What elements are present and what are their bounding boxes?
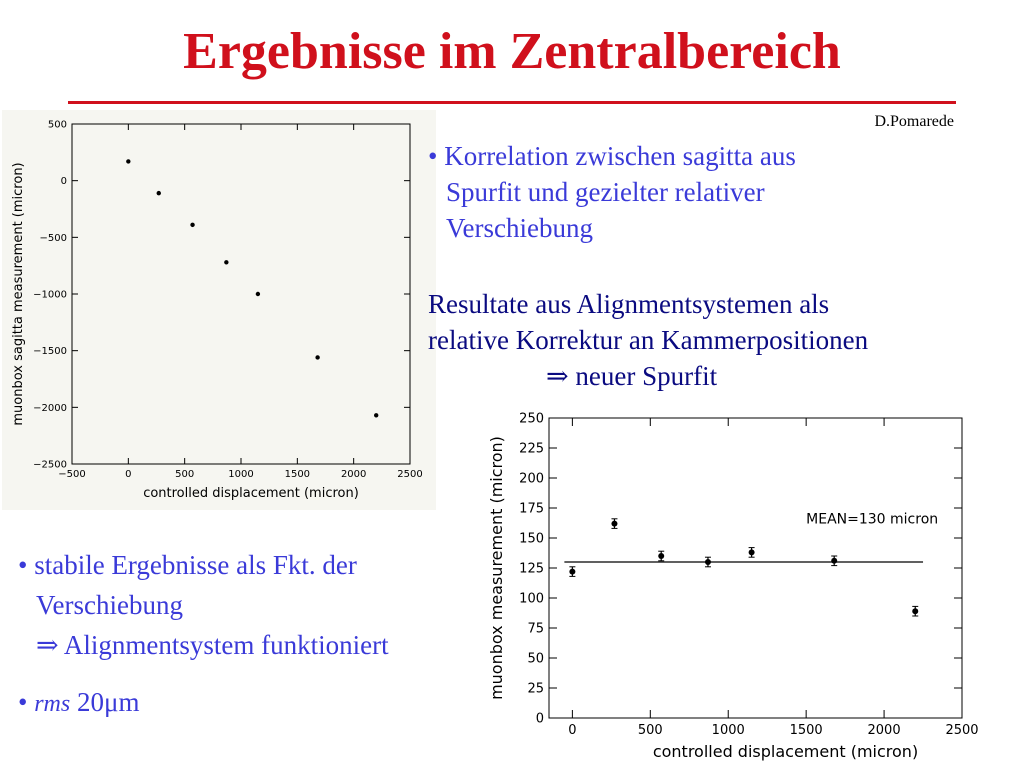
data-point <box>315 355 319 359</box>
title-underline <box>68 101 956 104</box>
x-tick-label: 1000 <box>711 723 745 738</box>
x-tick-label: 1000 <box>228 469 254 480</box>
data-point <box>256 292 260 296</box>
author-credit: D.Pomarede <box>874 113 954 130</box>
data-point <box>658 553 664 559</box>
y-tick-label: 175 <box>519 501 544 517</box>
x-tick-label: 2000 <box>340 469 367 480</box>
new-trackfit-conclusion: ⇒ neuer Spurfit <box>546 361 718 391</box>
data-point <box>374 413 378 417</box>
y-tick-label: 250 <box>519 411 544 427</box>
bullet-stability <box>18 545 389 665</box>
data-point <box>569 569 575 575</box>
y-tick-label: 50 <box>527 651 544 667</box>
x-axis-label: controlled displacement (micron) <box>143 486 359 501</box>
x-tick-label: 2500 <box>397 469 423 480</box>
y-tick-label: 500 <box>47 119 67 131</box>
y-tick-label: −2500 <box>33 459 67 471</box>
x-tick-label: 500 <box>175 469 195 480</box>
data-point <box>705 559 711 565</box>
data-point <box>190 223 194 227</box>
x-tick-label: 0 <box>568 723 577 738</box>
y-tick-label: −1000 <box>33 289 67 301</box>
rms-value: 20μm <box>76 687 140 717</box>
y-tick-label: 0 <box>535 711 544 727</box>
y-tick-label: 225 <box>519 441 544 457</box>
data-point <box>912 608 918 614</box>
y-tick-label: −2000 <box>33 402 67 414</box>
bullet-stability-conclusion: ⇒ Alignmentsystem funktioniert <box>36 630 389 660</box>
bullet-stability-line1: • stabile Ergebnisse als Fkt. der <box>18 550 357 580</box>
alignment-results-line2: relative Korrektur an Kammerpositionen <box>428 325 869 355</box>
bullet-stability-line2: Verschiebung <box>36 590 183 620</box>
y-tick-label: 25 <box>527 681 544 697</box>
x-tick-label: 0 <box>125 469 132 480</box>
x-tick-label: −500 <box>58 469 86 480</box>
data-point <box>224 260 228 264</box>
y-axis-label: muonbox sagitta measurement (micron) <box>11 162 26 426</box>
data-point <box>611 521 617 527</box>
y-tick-label: 100 <box>519 591 544 607</box>
bullet-correlation-line2: Spurfit und gezielter relativer <box>446 177 765 207</box>
x-tick-label: 1500 <box>789 723 823 738</box>
bullet-rms-marker: • <box>18 687 28 717</box>
data-point <box>157 191 161 195</box>
x-tick-label: 1500 <box>284 469 311 480</box>
y-tick-label: 0 <box>60 176 67 188</box>
y-tick-label: −1500 <box>33 346 67 358</box>
data-point <box>126 159 130 163</box>
y-tick-label: 125 <box>519 561 544 577</box>
alignment-measurement-chart <box>484 406 988 768</box>
x-axis-label: controlled displacement (micron) <box>652 742 919 761</box>
slide-title: Ergebnisse im Zentralbereich <box>183 23 841 80</box>
plot-frame <box>72 124 410 464</box>
measurement-plot-panel <box>484 406 988 768</box>
bullet-correlation-line1: • Korrelation zwischen sagitta aus <box>428 141 796 171</box>
x-tick-label: 2500 <box>945 723 979 738</box>
mean-annotation: MEAN=130 micron <box>806 511 939 528</box>
bullet-rms <box>18 684 139 722</box>
plot-frame <box>549 418 962 718</box>
sagitta-correlation-chart <box>2 110 436 510</box>
y-axis-label: muonbox measurement (micron) <box>487 436 506 700</box>
sagitta-plot-panel <box>2 110 436 510</box>
x-tick-label: 2000 <box>867 723 901 738</box>
y-tick-label: −500 <box>39 232 67 244</box>
y-tick-label: 200 <box>519 471 544 487</box>
alignment-results-paragraph <box>428 286 868 394</box>
alignment-results-line1: Resultate aus Alignmentsystemen als <box>428 289 830 319</box>
y-tick-label: 150 <box>519 531 544 547</box>
data-point <box>749 549 755 555</box>
bullet-correlation <box>428 138 796 246</box>
data-point <box>831 558 837 564</box>
rms-label: rms <box>34 691 71 717</box>
bullet-correlation-line3: Verschiebung <box>446 213 593 243</box>
x-tick-label: 500 <box>637 723 663 738</box>
y-tick-label: 75 <box>527 621 544 637</box>
